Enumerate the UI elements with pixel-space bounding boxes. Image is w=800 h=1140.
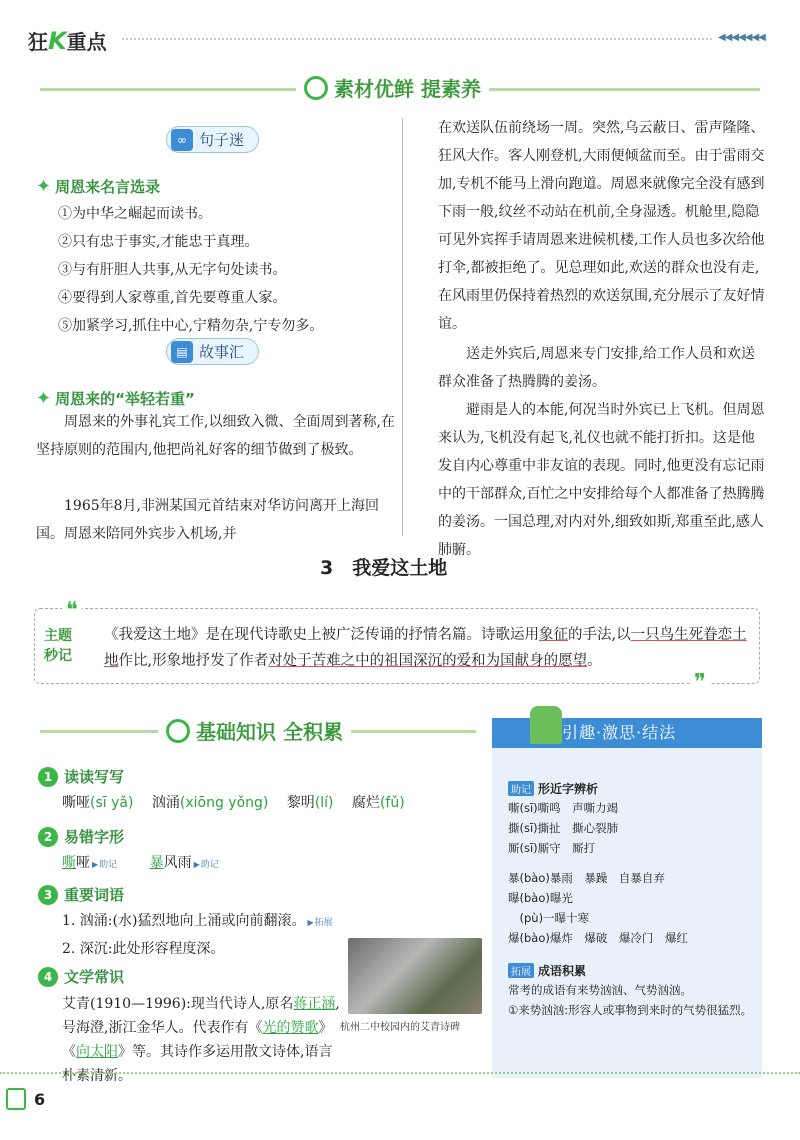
brand-logo: 狂K重点 [28, 27, 107, 55]
footer-divider [0, 1072, 800, 1074]
link-icon: ∞ [171, 129, 193, 151]
poetry-stone-photo [348, 938, 482, 1014]
heading-quotes: ✦ 周恩来名言选录 [36, 176, 161, 197]
panel-heading-idioms: 拓展 成语积累 [508, 960, 586, 979]
quote-list [58, 200, 398, 340]
word: 嘶哑(sī yǎ) [62, 795, 134, 811]
quote-item: ④要得到人家尊重,首先要尊重人家。 [58, 290, 287, 306]
story-paragraph-5: 避雨是人的本能,何况当时外宾已上飞机。但周恩来认为,飞机没有起飞,礼仪也就不能打折扣。这是他发自内心尊重中非友谊的表现。同时,他更没有忘记雨中的干部群众,百忙之中安排给每个人都准备了热腾腾的姜汤。一国总理,对内对外,细致如斯,郑重至此,感人肺腑。 [438, 402, 765, 558]
book-icon: ▤ [171, 341, 193, 363]
quote-item: ②只有忠于事实,才能忠于真理。 [58, 234, 259, 250]
maple-leaf-icon: ✦ [36, 388, 52, 409]
theme-text: 《我爱这土地》是在现代诗歌史上被广泛传诵的抒情名篇。诗歌运用象征的手法,以一只鸟生死眷恋土地作比,形象地抒发了作者对处于苦难之中的祖国深沉的爱和为国献身的愿望。 [104, 627, 747, 669]
page-number: 6 [34, 1090, 46, 1109]
story-paragraph-3: 在欢送队伍前绕场一周。突然,乌云蔽日、雷声隆隆、狂风大作。客人刚登机,大雨便倾盆而至。由于雷雨交加,专机不能马上滑向跑道。周恩来就像完全没有感到下雨一般,纹丝不动站在机前,全身湿透。机舱里,隐隐可见外宾挥手请周恩来进候机楼,工作人员也多次给他打伞,都被拒绝了。见总理如此,欢送的群众也没有走,在风雨里仍保持着热烈的欢送氛围,充分展示了友好情谊。 [438, 120, 765, 332]
pill-story: ▤ 故事汇 [166, 338, 259, 365]
section-title-basics: 基础知识 全积累 [158, 716, 351, 745]
book-icon [6, 1088, 26, 1110]
maple-leaf-icon: ✦ [36, 176, 52, 197]
story-paragraph-4: 送走外宾后,周恩来专门安排,给工作人员和欢送群众准备了热腾腾的姜汤。 [438, 346, 755, 390]
quote-item: ③与有肝胆人共事,从无字句处读书。 [58, 262, 287, 278]
close-quote-icon: ❞ [690, 670, 710, 695]
column-divider [402, 118, 403, 536]
word: 汹涌(xiōng yǒng) [151, 795, 269, 811]
idiom-notes: 常考的成语有来势汹汹、气势汹汹。 ①来势汹汹:形容人或事物到来时的气势很猛烈。 [508, 983, 753, 1017]
story-paragraph-2: 1965年8月,非洲某国元首结束对华访问离开上海回国。周恩来陪同外宾步入机场,并 [36, 498, 379, 542]
swirl-icon [166, 719, 190, 743]
panel-header: 引趣·激思·结法 [492, 718, 762, 748]
literature-text: 艾青(1910—1996):现当代诗人,原名蒋正涵,号海澄,浙江金华人。代表作有《光的赞歌》《向太阳》等。其诗作多运用散文诗体,语言朴素清新。 [62, 996, 340, 1084]
panel-heading-similar: 助记 形近字辨析 [508, 778, 598, 797]
header-divider [122, 38, 712, 40]
word: 黎明(lí) [286, 795, 334, 811]
photo-caption: 杭州二中校园内的艾青诗碑 [340, 1022, 460, 1033]
swirl-icon [304, 76, 328, 100]
lesson-title: 3 我爱这土地 [320, 557, 448, 579]
similar-group-bao: 暴(bào)暴雨 暴躁 自暴自弃 曝(bào)曝光 (pù)一曝十寒 爆(bào)爆炸 爆破 爆冷门 爆红 [508, 871, 688, 945]
story-paragraph-1: 周恩来的外事礼宾工作,以细致入微、全面周到著称,在坚持原则的范围内,他把尚礼好客的细节做到了极致。 [36, 414, 395, 458]
quote-item: ①为中华之崛起而读书。 [58, 206, 212, 222]
heading-read-write: 1 读读写写 [38, 766, 124, 787]
theme-label: 主题 秒记 [44, 628, 72, 664]
vocab-def-2: 2. 深沉:此处形容程度深。 [62, 941, 225, 957]
heading-error-prone: 2 易错字形 [38, 826, 124, 847]
word-list [62, 792, 405, 812]
student-icon [530, 706, 562, 744]
heading-story: ✦ 周恩来的“举轻若重” [36, 388, 195, 409]
header-triangles: ◀◀◀◀◀◀◀ [718, 32, 765, 43]
section-title-materials: 素材优鲜 提素养 [296, 73, 489, 102]
heading-literature: 4 文学常识 [38, 966, 124, 987]
pill-sentence: ∞ 句子迷 [166, 126, 259, 153]
vocab-def-1: 1. 汹涌:(水)猛烈地向上涌或向前翻滚。▶ 拓展 [62, 910, 333, 930]
quote-item: ⑤加紧学习,抓住中心,宁精勿杂,宁专勿多。 [58, 318, 324, 334]
open-quote-icon: ❝ [62, 598, 82, 623]
error-prone-words: 嘶哑▶ 助记 暴风雨▶ 助记 [62, 852, 219, 872]
heading-vocab: 3 重要词语 [38, 884, 124, 905]
similar-group-si: 嘶(sī)嘶鸣 声嘶力竭 撕(sī)撕扯 撕心裂肺 厮(sī)厮守 厮打 [508, 801, 619, 855]
word: 腐烂(fǔ) [351, 795, 405, 811]
